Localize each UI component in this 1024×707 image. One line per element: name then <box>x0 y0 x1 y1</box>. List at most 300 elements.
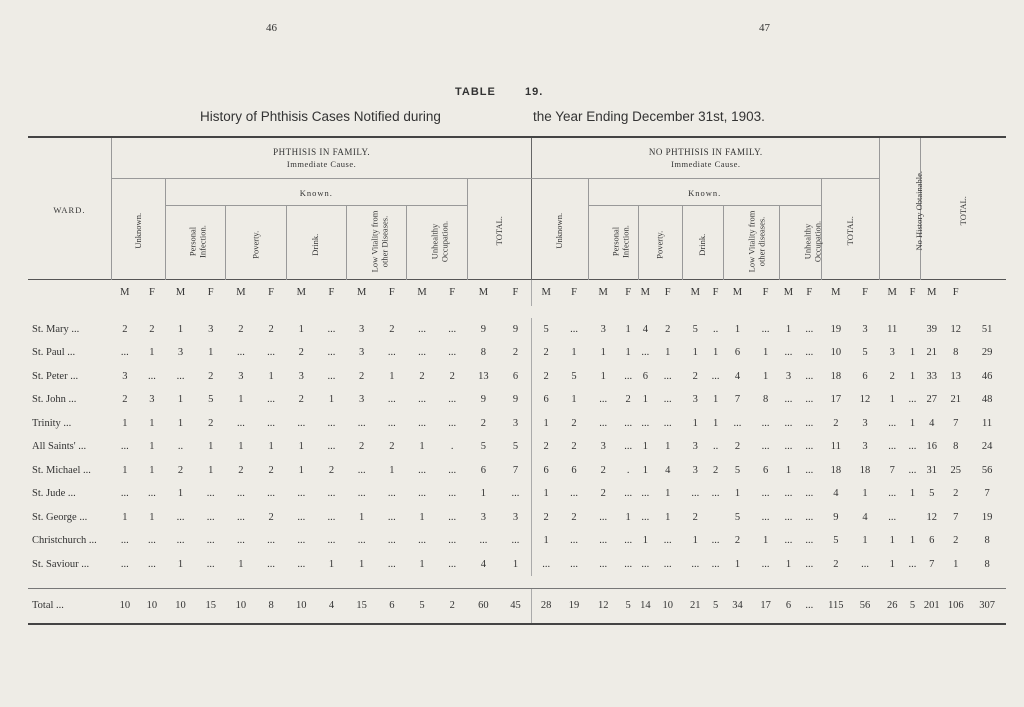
cell-col-30: 5 <box>929 488 935 500</box>
cell-col-31: 12 <box>950 323 961 335</box>
mf-header-m-20: M <box>683 280 708 306</box>
cell-col-4: 1 <box>238 558 244 570</box>
cell-col-28: ... <box>888 511 897 523</box>
cell-col-22: 5 <box>734 464 741 476</box>
cell-col-15: ... <box>570 488 578 500</box>
cell-col-26: 18 <box>830 464 842 476</box>
cell-col-24: ... <box>784 394 793 406</box>
n-personal-infection-header: Personal Infection. <box>588 206 638 280</box>
cell-col-26: 5 <box>833 535 839 547</box>
mf-header-m-30: M <box>920 280 943 306</box>
cell-col-3: 1 <box>208 464 214 476</box>
cell-col-18: 1 <box>642 464 648 476</box>
cell-col-9: ... <box>387 558 396 570</box>
cell-col-21: ... <box>711 488 720 500</box>
cell-col-1: 1 <box>149 347 155 359</box>
mf-header-m-22: M <box>723 280 751 306</box>
phthisis-subtitle: Immediate Cause. <box>286 159 357 169</box>
mf-header-m-18: M <box>638 280 653 306</box>
cell-col-16: ... <box>599 394 608 406</box>
cell-col-18: 1 <box>642 441 648 453</box>
cell-col-2: 1 <box>177 394 184 406</box>
cell-col-22: 5 <box>734 511 741 523</box>
cell-col-12: 9 <box>480 394 487 406</box>
cell-col-21: .. <box>712 323 719 335</box>
cell-col-25: ... <box>805 464 814 476</box>
cell-col-11: ... <box>448 394 457 406</box>
mf-header-f-23: F <box>752 280 780 306</box>
p-drink-header: Drink. <box>286 206 346 280</box>
cell-col-24: ... <box>784 488 793 500</box>
cell-col-19: 1 <box>665 441 671 453</box>
cell-col-14: ... <box>532 553 560 577</box>
no-phthisis-known-header: Known. <box>588 179 821 206</box>
ward-name: Christchurch ... <box>32 535 97 547</box>
phthisis-known-header: Known. <box>165 179 467 206</box>
cell-col-6: 1 <box>298 323 304 335</box>
cell-col-4: 1 <box>238 394 244 406</box>
cell-col-10: ... <box>418 347 426 359</box>
cell-col-32: 8 <box>984 558 990 570</box>
cell-col-10: ... <box>418 417 426 429</box>
mf-header-m-28: M <box>880 280 905 306</box>
mf-header-m-26: M <box>821 280 850 306</box>
cell-col-1: 10 <box>138 588 165 624</box>
cell-col-22: 2 <box>734 441 741 453</box>
cell-col-22: 4 <box>734 370 741 382</box>
mf-header-f-13: F <box>500 280 532 306</box>
cell-col-25: ... <box>805 558 814 570</box>
cell-col-11: ... <box>448 488 457 500</box>
cell-col-28: 2 <box>889 370 895 382</box>
cell-col-25: ... <box>805 417 814 429</box>
cell-col-20: 3 <box>692 441 698 453</box>
cell-col-29: 5 <box>905 588 921 624</box>
phthisis-group-header <box>111 137 532 179</box>
cell-col-4: ... <box>236 347 245 359</box>
cell-col-4: 3 <box>238 370 244 382</box>
table-label-word: TABLE <box>455 86 496 98</box>
cell-col-12: 6 <box>480 464 487 476</box>
cell-col-3: ... <box>206 488 215 500</box>
cell-col-28: 26 <box>880 588 905 624</box>
cell-col-25: ... <box>805 511 814 523</box>
cell-col-4: 10 <box>226 588 256 624</box>
cell-col-29: 1 <box>909 535 916 547</box>
cell-col-7: 2 <box>328 464 335 476</box>
cell-col-6: ... <box>297 417 306 429</box>
cell-col-31: 2 <box>953 535 959 547</box>
cell-col-7: ... <box>327 535 336 547</box>
cell-col-19: 1 <box>665 347 671 359</box>
caption-left: History of Phthisis Cases Notified during <box>200 109 441 124</box>
ward-name: St. George ... <box>32 511 88 523</box>
cell-col-23: 8 <box>762 394 769 406</box>
cell-col-23: ... <box>761 558 770 570</box>
cell-col-10: ... <box>418 535 426 547</box>
cell-col-6: ... <box>297 558 306 570</box>
cell-col-23: 17 <box>752 588 780 624</box>
mf-header-f-3: F <box>196 280 226 306</box>
table-row <box>28 318 1006 342</box>
cell-col-6: 2 <box>298 347 304 359</box>
cell-col-20: 1 <box>692 417 698 429</box>
cell-col-11: 2 <box>449 370 455 382</box>
cell-col-4: ... <box>236 488 245 500</box>
cell-col-13: 7 <box>512 464 519 476</box>
cell-col-14: 6 <box>532 459 560 483</box>
cell-col-25: ... <box>805 488 814 500</box>
p-low-vitality-header: Low Vitality from other Diseases. <box>347 206 407 280</box>
cell-col-9: ... <box>387 347 396 359</box>
cell-col-24: ... <box>784 535 793 547</box>
cell-col-3: 5 <box>208 394 214 406</box>
cell-col-5: 8 <box>256 588 286 624</box>
cell-col-2: .. <box>177 441 184 453</box>
n-drink-header: Drink. <box>683 206 724 280</box>
cell-col-30: 21 <box>926 347 937 359</box>
cell-col-5: ... <box>267 417 276 429</box>
cell-col-27: 3 <box>862 323 868 335</box>
cell-col-22: ... <box>733 417 742 429</box>
cell-col-12: 3 <box>480 511 487 523</box>
cell-col-30: 16 <box>926 441 937 453</box>
cell-col-30: 4 <box>929 417 935 429</box>
cell-col-10: 1 <box>419 511 425 523</box>
cell-col-8: 3 <box>359 323 365 335</box>
cell-col-19: ... <box>663 558 672 570</box>
ward-header: WARD. <box>28 137 111 280</box>
cell-col-2: 3 <box>177 347 184 359</box>
cell-col-21: ... <box>711 558 720 570</box>
cell-col-14: 1 <box>532 529 560 553</box>
cell-col-30: 12 <box>926 511 937 523</box>
cell-col-9: 2 <box>389 441 395 453</box>
cell-col-2: 1 <box>177 417 184 429</box>
cell-col-16: 1 <box>600 370 606 382</box>
spacer-row-2 <box>28 576 1006 588</box>
cell-col-14: 2 <box>532 506 560 530</box>
mf-header-m-0: M <box>111 280 138 306</box>
cell-col-8: 3 <box>359 394 365 406</box>
cell-col-14: 5 <box>532 318 560 342</box>
cell-col-20: 1 <box>692 347 698 359</box>
mf-header-f-31: F <box>943 280 968 306</box>
cell-col-19: ... <box>663 394 672 406</box>
cell-col-10: ... <box>418 464 426 476</box>
cell-col-3: ... <box>206 511 215 523</box>
cell-col-28: 11 <box>887 323 898 335</box>
cell-col-5: ... <box>267 347 276 359</box>
mf-header-m-14: M <box>532 280 560 306</box>
cell-col-0: 1 <box>122 464 128 476</box>
mf-header-blank <box>968 280 1006 306</box>
cell-col-24: 1 <box>785 558 792 570</box>
cell-col-22: 6 <box>734 347 741 359</box>
cell-col-21: 1 <box>712 394 719 406</box>
cell-col-27: ... <box>861 558 869 570</box>
cell-col-9: ... <box>387 511 396 523</box>
table-row <box>28 553 1006 577</box>
ward-name: Total ... <box>28 588 111 624</box>
cell-col-10: 2 <box>419 370 425 382</box>
cell-col-6: 3 <box>298 370 304 382</box>
mf-header-f-5: F <box>256 280 286 306</box>
cell-col-10: 1 <box>419 558 425 570</box>
ward-name: St. Peter ... <box>32 370 79 382</box>
cell-col-29 <box>905 506 921 530</box>
cell-col-13: 1 <box>512 558 519 570</box>
cell-col-1: 3 <box>149 394 155 406</box>
cell-col-20: 3 <box>692 464 698 476</box>
cell-col-30: 6 <box>929 535 935 547</box>
cell-col-29: 1 <box>909 488 916 500</box>
cell-col-6: ... <box>297 535 306 547</box>
cell-col-16: ... <box>599 511 608 523</box>
cell-col-27: 3 <box>862 441 868 453</box>
cell-col-7: 1 <box>328 394 335 406</box>
cell-col-1: 2 <box>149 323 155 335</box>
cell-col-9: ... <box>387 488 396 500</box>
cell-col-3: 3 <box>208 323 214 335</box>
cell-col-8: 1 <box>359 511 365 523</box>
mf-header-f-9: F <box>377 280 407 306</box>
cell-col-19: 2 <box>665 323 671 335</box>
phthisis-cases-table <box>28 136 1006 625</box>
ward-name: All Saints' ... <box>32 441 87 453</box>
cell-col-16: 2 <box>600 488 606 500</box>
header-row-1 <box>28 137 1006 179</box>
cell-col-1: 1 <box>149 441 155 453</box>
no-phthisis-group-header <box>532 137 880 179</box>
cell-col-30: 33 <box>926 370 937 382</box>
phthisis-title: PHTHISIS IN FAMILY. <box>273 147 371 157</box>
cell-col-17: ... <box>624 535 633 547</box>
cell-col-12: 9 <box>480 323 487 335</box>
cell-col-31: 106 <box>943 588 968 624</box>
cell-col-0: ... <box>120 558 129 570</box>
cell-col-17: . <box>626 464 630 476</box>
cell-col-17: 5 <box>618 588 638 624</box>
cell-col-23: ... <box>761 441 770 453</box>
cell-col-23: ... <box>761 417 770 429</box>
cell-col-4: 2 <box>238 464 244 476</box>
cell-col-23: ... <box>761 488 770 500</box>
cell-col-32: 7 <box>984 488 990 500</box>
cell-col-0: 3 <box>122 370 128 382</box>
cell-col-2: 10 <box>165 588 195 624</box>
cell-col-19: ... <box>663 417 672 429</box>
cell-col-6: 1 <box>298 441 304 453</box>
cell-col-2: 1 <box>177 558 184 570</box>
page-number-right: 47 <box>759 22 770 34</box>
mf-header-m-16: M <box>588 280 618 306</box>
cell-col-24: ... <box>784 417 793 429</box>
cell-col-11: ... <box>448 323 457 335</box>
cell-col-3: ... <box>206 558 215 570</box>
cell-col-11: ... <box>448 347 457 359</box>
cell-col-20: ... <box>691 558 700 570</box>
cell-col-24: 1 <box>785 323 792 335</box>
ward-name: St. Saviour ... <box>32 558 90 570</box>
cell-col-14: 1 <box>532 482 560 506</box>
cell-col-1: ... <box>147 488 156 500</box>
cell-col-5: ... <box>267 488 276 500</box>
cell-col-7: ... <box>327 323 336 335</box>
cell-col-28: ... <box>888 488 897 500</box>
cell-col-8: ... <box>357 464 366 476</box>
cell-col-14: 2 <box>532 435 560 459</box>
cell-col-21: 2 <box>712 464 719 476</box>
cell-col-32: 8 <box>984 535 990 547</box>
cell-col-6: 10 <box>286 588 316 624</box>
cell-col-28: 7 <box>889 464 895 476</box>
cell-col-30: 39 <box>926 323 937 335</box>
cell-col-28: ... <box>888 417 897 429</box>
cell-col-2: ... <box>176 511 185 523</box>
cell-col-23: 1 <box>762 347 769 359</box>
cell-col-31: 13 <box>950 370 961 382</box>
mf-header-row <box>28 280 1006 306</box>
cell-col-13: 3 <box>512 511 519 523</box>
cell-col-17: 1 <box>625 347 631 359</box>
cell-col-29: ... <box>908 464 917 476</box>
cell-col-12: 60 <box>467 588 499 624</box>
cell-col-5: 1 <box>268 370 274 382</box>
cell-col-16: ... <box>599 417 608 429</box>
cell-col-28: 1 <box>889 558 895 570</box>
cell-col-13: 9 <box>512 323 519 335</box>
cell-col-27: 6 <box>862 370 868 382</box>
cell-col-13: ... <box>511 488 520 500</box>
cell-col-11: . <box>450 441 454 453</box>
cell-col-8: ... <box>357 535 366 547</box>
cell-col-29: 1 <box>909 370 916 382</box>
cell-col-17: 1 <box>625 323 631 335</box>
cell-col-0: 2 <box>122 394 128 406</box>
cell-col-19: 10 <box>653 588 683 624</box>
cell-col-20: 21 <box>683 588 708 624</box>
cell-col-1: 1 <box>149 511 155 523</box>
cell-col-28: 3 <box>889 347 895 359</box>
cell-col-3: 1 <box>208 441 214 453</box>
cell-col-3: 2 <box>208 370 214 382</box>
table-row <box>28 529 1006 553</box>
table-row <box>28 388 1006 412</box>
cell-col-14: 2 <box>532 341 560 365</box>
cell-col-26: 17 <box>830 394 842 406</box>
cell-col-8: 2 <box>359 370 365 382</box>
cell-col-26: 19 <box>830 323 842 335</box>
cell-col-22: 7 <box>734 394 741 406</box>
cell-col-22: 1 <box>734 323 741 335</box>
cell-col-5: 2 <box>268 511 274 523</box>
cell-col-16: 3 <box>600 323 606 335</box>
mf-header-m-10: M <box>407 280 437 306</box>
cell-col-25: ... <box>805 370 814 382</box>
cell-col-16: 12 <box>588 588 618 624</box>
cell-col-23: 1 <box>762 370 769 382</box>
cell-col-13: 6 <box>512 370 519 382</box>
cell-col-23: ... <box>761 511 770 523</box>
cell-col-21: .. <box>712 441 719 453</box>
cell-col-1: ... <box>147 558 156 570</box>
cell-col-5: 2 <box>268 464 274 476</box>
cell-col-19: 1 <box>665 511 671 523</box>
cell-col-15: 6 <box>571 464 577 476</box>
cell-col-29: ... <box>908 441 917 453</box>
cell-col-3: 15 <box>196 588 226 624</box>
table-row <box>28 459 1006 483</box>
cell-col-21: 1 <box>712 347 719 359</box>
cell-col-4: 2 <box>238 323 244 335</box>
cell-col-10: 1 <box>419 441 425 453</box>
cell-col-7: 4 <box>316 588 346 624</box>
cell-col-31: 25 <box>950 464 961 476</box>
cell-col-14: 1 <box>532 412 560 436</box>
cell-col-26: 115 <box>821 588 850 624</box>
cell-col-11: ... <box>448 558 457 570</box>
cell-col-4: ... <box>236 511 245 523</box>
cell-col-10: ... <box>418 323 426 335</box>
cell-col-15: 2 <box>571 511 577 523</box>
cell-col-19: 4 <box>665 464 671 476</box>
cell-col-27: 4 <box>862 511 868 523</box>
cell-col-12: 13 <box>478 370 489 382</box>
table-row <box>28 482 1006 506</box>
cell-col-8: 3 <box>359 347 365 359</box>
cell-col-23: 1 <box>762 535 769 547</box>
cell-col-32: 56 <box>981 464 993 476</box>
cell-col-15: 1 <box>571 394 577 406</box>
cell-col-0: ... <box>120 347 129 359</box>
cell-col-31: 7 <box>953 417 959 429</box>
cell-col-18: ... <box>641 558 650 570</box>
caption-right: the Year Ending December 31st, 1903. <box>533 109 765 124</box>
total-row <box>28 588 1006 624</box>
cell-col-16: 3 <box>600 441 606 453</box>
cell-col-9: 1 <box>389 370 395 382</box>
cell-col-11: ... <box>448 535 457 547</box>
cell-col-24: 6 <box>780 588 798 624</box>
cell-col-9: 6 <box>377 588 407 624</box>
data-rows <box>28 318 1006 577</box>
n-poverty-header: Poverty. <box>638 206 683 280</box>
cell-col-24: 1 <box>785 464 792 476</box>
cell-col-7: ... <box>327 417 336 429</box>
cell-col-20: 3 <box>692 394 698 406</box>
cell-col-27: 18 <box>859 464 871 476</box>
cell-col-14: 6 <box>532 388 560 412</box>
cell-col-11: 2 <box>437 588 467 624</box>
mf-header-f-11: F <box>437 280 467 306</box>
cell-col-26: 11 <box>830 441 841 453</box>
cell-col-20: 5 <box>692 323 698 335</box>
cell-col-26: 2 <box>833 417 839 429</box>
cell-col-4: ... <box>236 417 245 429</box>
mf-header-f-21: F <box>708 280 724 306</box>
cell-col-21 <box>708 506 724 530</box>
cell-col-18: ... <box>641 417 650 429</box>
cell-col-5: 1 <box>268 441 274 453</box>
cell-col-25: ... <box>805 323 814 335</box>
cell-col-26: 18 <box>830 370 842 382</box>
mf-header-m-24: M <box>780 280 798 306</box>
cell-col-20: 1 <box>692 535 698 547</box>
cell-col-12: ... <box>479 535 488 547</box>
cell-col-28: ... <box>888 441 897 453</box>
cell-col-25: ... <box>805 394 814 406</box>
